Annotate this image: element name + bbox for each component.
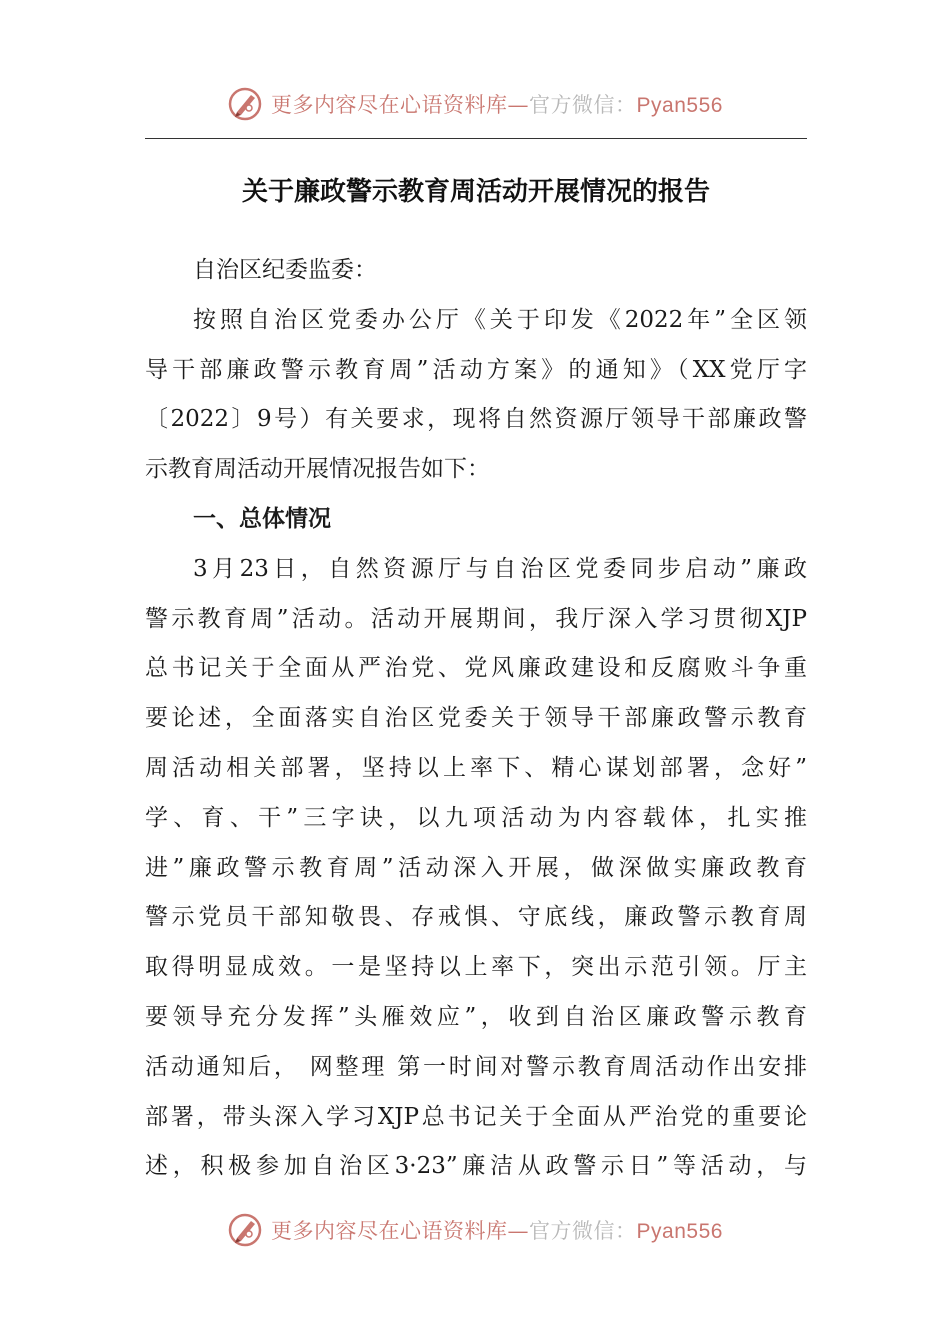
body-line: 按照自治区党委办公厅《关于印发《2022年”全区领 bbox=[193, 306, 807, 333]
body-line: 〔2022〕9号）有关要求，现将自然资源厅领导干部廉政警 bbox=[145, 406, 807, 433]
pen-logo-icon bbox=[227, 1212, 263, 1248]
body-line: 总书记关于全面从严治党、党风廉政建设和反腐败斗争重 bbox=[145, 655, 807, 682]
body-line: 周活动相关部署，坚持以上率下、精心谋划部署，念好” bbox=[145, 754, 807, 781]
watermark-text: 更多内容尽在心语资料库—官方微信：Pyan556 bbox=[271, 93, 723, 117]
watermark-footer bbox=[0, 1210, 950, 1250]
body-line: 自治区纪委监委： bbox=[193, 257, 377, 283]
pen-logo-icon bbox=[227, 86, 263, 122]
body-line: 3月23日，自然资源厅与自治区党委同步启动”廉政 bbox=[193, 555, 807, 582]
body-line: 进”廉政警示教育周”活动深入开展，做深做实廉政教育 bbox=[145, 854, 807, 881]
body-line: 部署，带头深入学习XJP总书记关于全面从严治党的重要论 bbox=[145, 1103, 807, 1130]
document-title: 关于廉政警示教育周活动开展情况的报告 bbox=[241, 177, 710, 207]
section-heading: 一、总体情况 bbox=[193, 505, 331, 532]
body-line: 学、育、干”三字诀，以九项活动为内容载体，扎实推 bbox=[145, 804, 807, 831]
body-line: 述，积极参加自治区3·23”廉洁从政警示日”等活动，与 bbox=[145, 1153, 807, 1180]
body-line: 示教育周活动开展情况报告如下： bbox=[145, 456, 490, 483]
body-line: 取得明显成效。一是坚持以上率下，突出示范引领。厅主 bbox=[145, 954, 807, 981]
body-line: 要论述，全面落实自治区党委关于领导干部廉政警示教育 bbox=[145, 705, 807, 732]
body-line: 要领导充分发挥”头雁效应”，收到自治区廉政警示教育 bbox=[145, 1003, 807, 1030]
header-rule bbox=[145, 138, 807, 139]
body-line: 警示党员干部知敬畏、存戒惧、守底线，廉政警示教育周 bbox=[145, 904, 807, 931]
body-line: 活动通知后， 网整理 第一时间对警示教育周活动作出安排 bbox=[145, 1053, 807, 1080]
body-line: 警示教育周”活动。活动开展期间，我厅深入学习贯彻XJP bbox=[145, 605, 807, 632]
document-body bbox=[145, 246, 807, 1192]
body-line: 导干部廉政警示教育周”活动方案》的通知》（XX党厅字 bbox=[145, 356, 807, 383]
watermark-text: 更多内容尽在心语资料库—官方微信：Pyan556 bbox=[271, 1219, 723, 1243]
watermark-header bbox=[0, 84, 950, 124]
